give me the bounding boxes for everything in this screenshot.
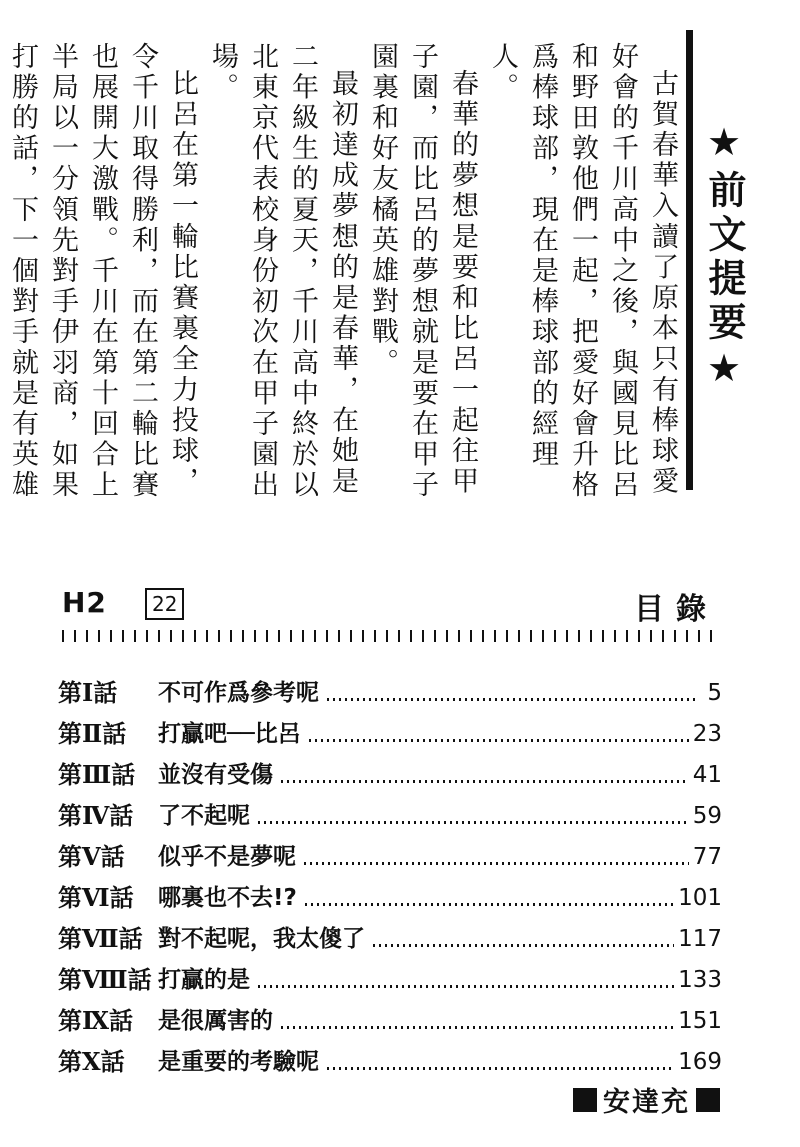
chapter-number: 第Ⅰ話 xyxy=(58,678,118,707)
toc-row-10[interactable] xyxy=(58,1037,722,1078)
synopsis-heading: ★前文提要★ xyxy=(702,120,746,396)
chapter-title: 是很厲害的 xyxy=(158,1008,273,1034)
chapter-title: 對不起呢，我太傻了 xyxy=(158,926,365,952)
chapter-page: 41 xyxy=(692,762,722,788)
toc-row-4[interactable] xyxy=(58,791,722,832)
synopsis-paragraph-4: 比呂在第一輪比賽裏全力投球，令千川取得勝利，而在第二輪比賽也展開大激戰。千川在第十回合上半局以一分領先對手伊羽商，如果打勝的話，下一個對手就是有英雄 xyxy=(7,42,198,501)
dot-leader xyxy=(327,698,698,701)
synopsis-paragraph-3: 最初達成夢想的是春華，在她是二年級生的夏天，千川高中終於以北東京代表校身份初次在甲子園出場。 xyxy=(207,42,358,501)
chapter-title: 打贏吧──比呂 xyxy=(158,721,301,747)
chapter-number: 第Ⅸ話 xyxy=(58,1006,134,1035)
square-ornament-right xyxy=(696,1088,720,1112)
author-credit xyxy=(573,1080,720,1119)
square-ornament-left xyxy=(573,1088,597,1112)
chapter-page: 59 xyxy=(692,803,722,829)
chapter-page: 133 xyxy=(678,967,722,993)
chapter-title: 並沒有受傷 xyxy=(158,762,273,788)
chapter-number: 第Ⅹ話 xyxy=(58,1047,125,1076)
dot-leader xyxy=(258,821,689,824)
toc-row-3[interactable] xyxy=(58,750,722,791)
chapter-page: 101 xyxy=(678,885,722,911)
toc-title: 目錄 xyxy=(634,592,718,627)
chapter-title: 打贏的是 xyxy=(158,967,250,993)
chapter-page: 23 xyxy=(692,721,722,747)
chapter-number: 第Ⅶ話 xyxy=(58,924,143,953)
synopsis-divider-bar xyxy=(686,30,693,490)
chapter-title: 了不起呢 xyxy=(158,803,250,829)
chapter-number: 第Ⅳ話 xyxy=(58,801,134,830)
toc-row-7[interactable] xyxy=(58,914,722,955)
chapter-title: 哪裏也不去!? xyxy=(158,885,297,911)
toc-row-2[interactable] xyxy=(58,709,722,750)
dot-leader xyxy=(281,1026,674,1029)
chapter-page: 77 xyxy=(692,844,722,870)
toc-list xyxy=(58,668,722,1078)
chapter-page: 5 xyxy=(707,680,722,706)
dot-leader xyxy=(309,739,689,742)
toc-row-8[interactable] xyxy=(58,955,722,996)
series-logo: H2 xyxy=(62,586,107,619)
chapter-number: 第Ⅲ話 xyxy=(58,760,136,789)
chapter-number: 第Ⅴ話 xyxy=(58,842,125,871)
tick-divider xyxy=(62,630,718,642)
chapter-number: 第Ⅷ話 xyxy=(58,965,152,994)
chapter-page: 169 xyxy=(678,1049,722,1075)
chapter-number: 第Ⅵ話 xyxy=(58,883,134,912)
chapter-number: 第Ⅱ話 xyxy=(58,719,127,748)
toc-row-9[interactable] xyxy=(58,996,722,1037)
synopsis-paragraph-2: 春華的夢想是要和比呂一起往甲子園，而比呂的夢想就是要在甲子園裏和好友橘英雄對戰。 xyxy=(367,42,478,501)
dot-leader xyxy=(305,903,674,906)
toc-row-6[interactable] xyxy=(58,873,722,914)
toc-row-1[interactable] xyxy=(58,668,722,709)
chapter-page: 151 xyxy=(678,1008,722,1034)
chapter-title: 是重要的考驗呢 xyxy=(158,1049,319,1075)
toc-row-5[interactable] xyxy=(58,832,722,873)
dot-leader xyxy=(304,862,689,865)
dot-leader xyxy=(281,780,689,783)
synopsis-paragraph-1: 古賀春華入讀了原本只有棒球愛好會的千川高中之後，與國見比呂和野田敦他們一起，把愛好會升格爲棒球部，現在是棒球部的經理人。 xyxy=(487,42,678,501)
synopsis-body xyxy=(7,42,682,502)
dot-leader xyxy=(373,944,674,947)
author-name: 安達充 xyxy=(603,1087,690,1118)
dot-leader xyxy=(327,1067,674,1070)
chapter-title: 似乎不是夢呢 xyxy=(158,844,296,870)
toc-header xyxy=(62,586,718,627)
volume-badge: 22 xyxy=(145,588,184,620)
dot-leader xyxy=(258,985,674,988)
chapter-page: 117 xyxy=(678,926,722,952)
chapter-title: 不可作爲參考呢 xyxy=(158,680,319,706)
